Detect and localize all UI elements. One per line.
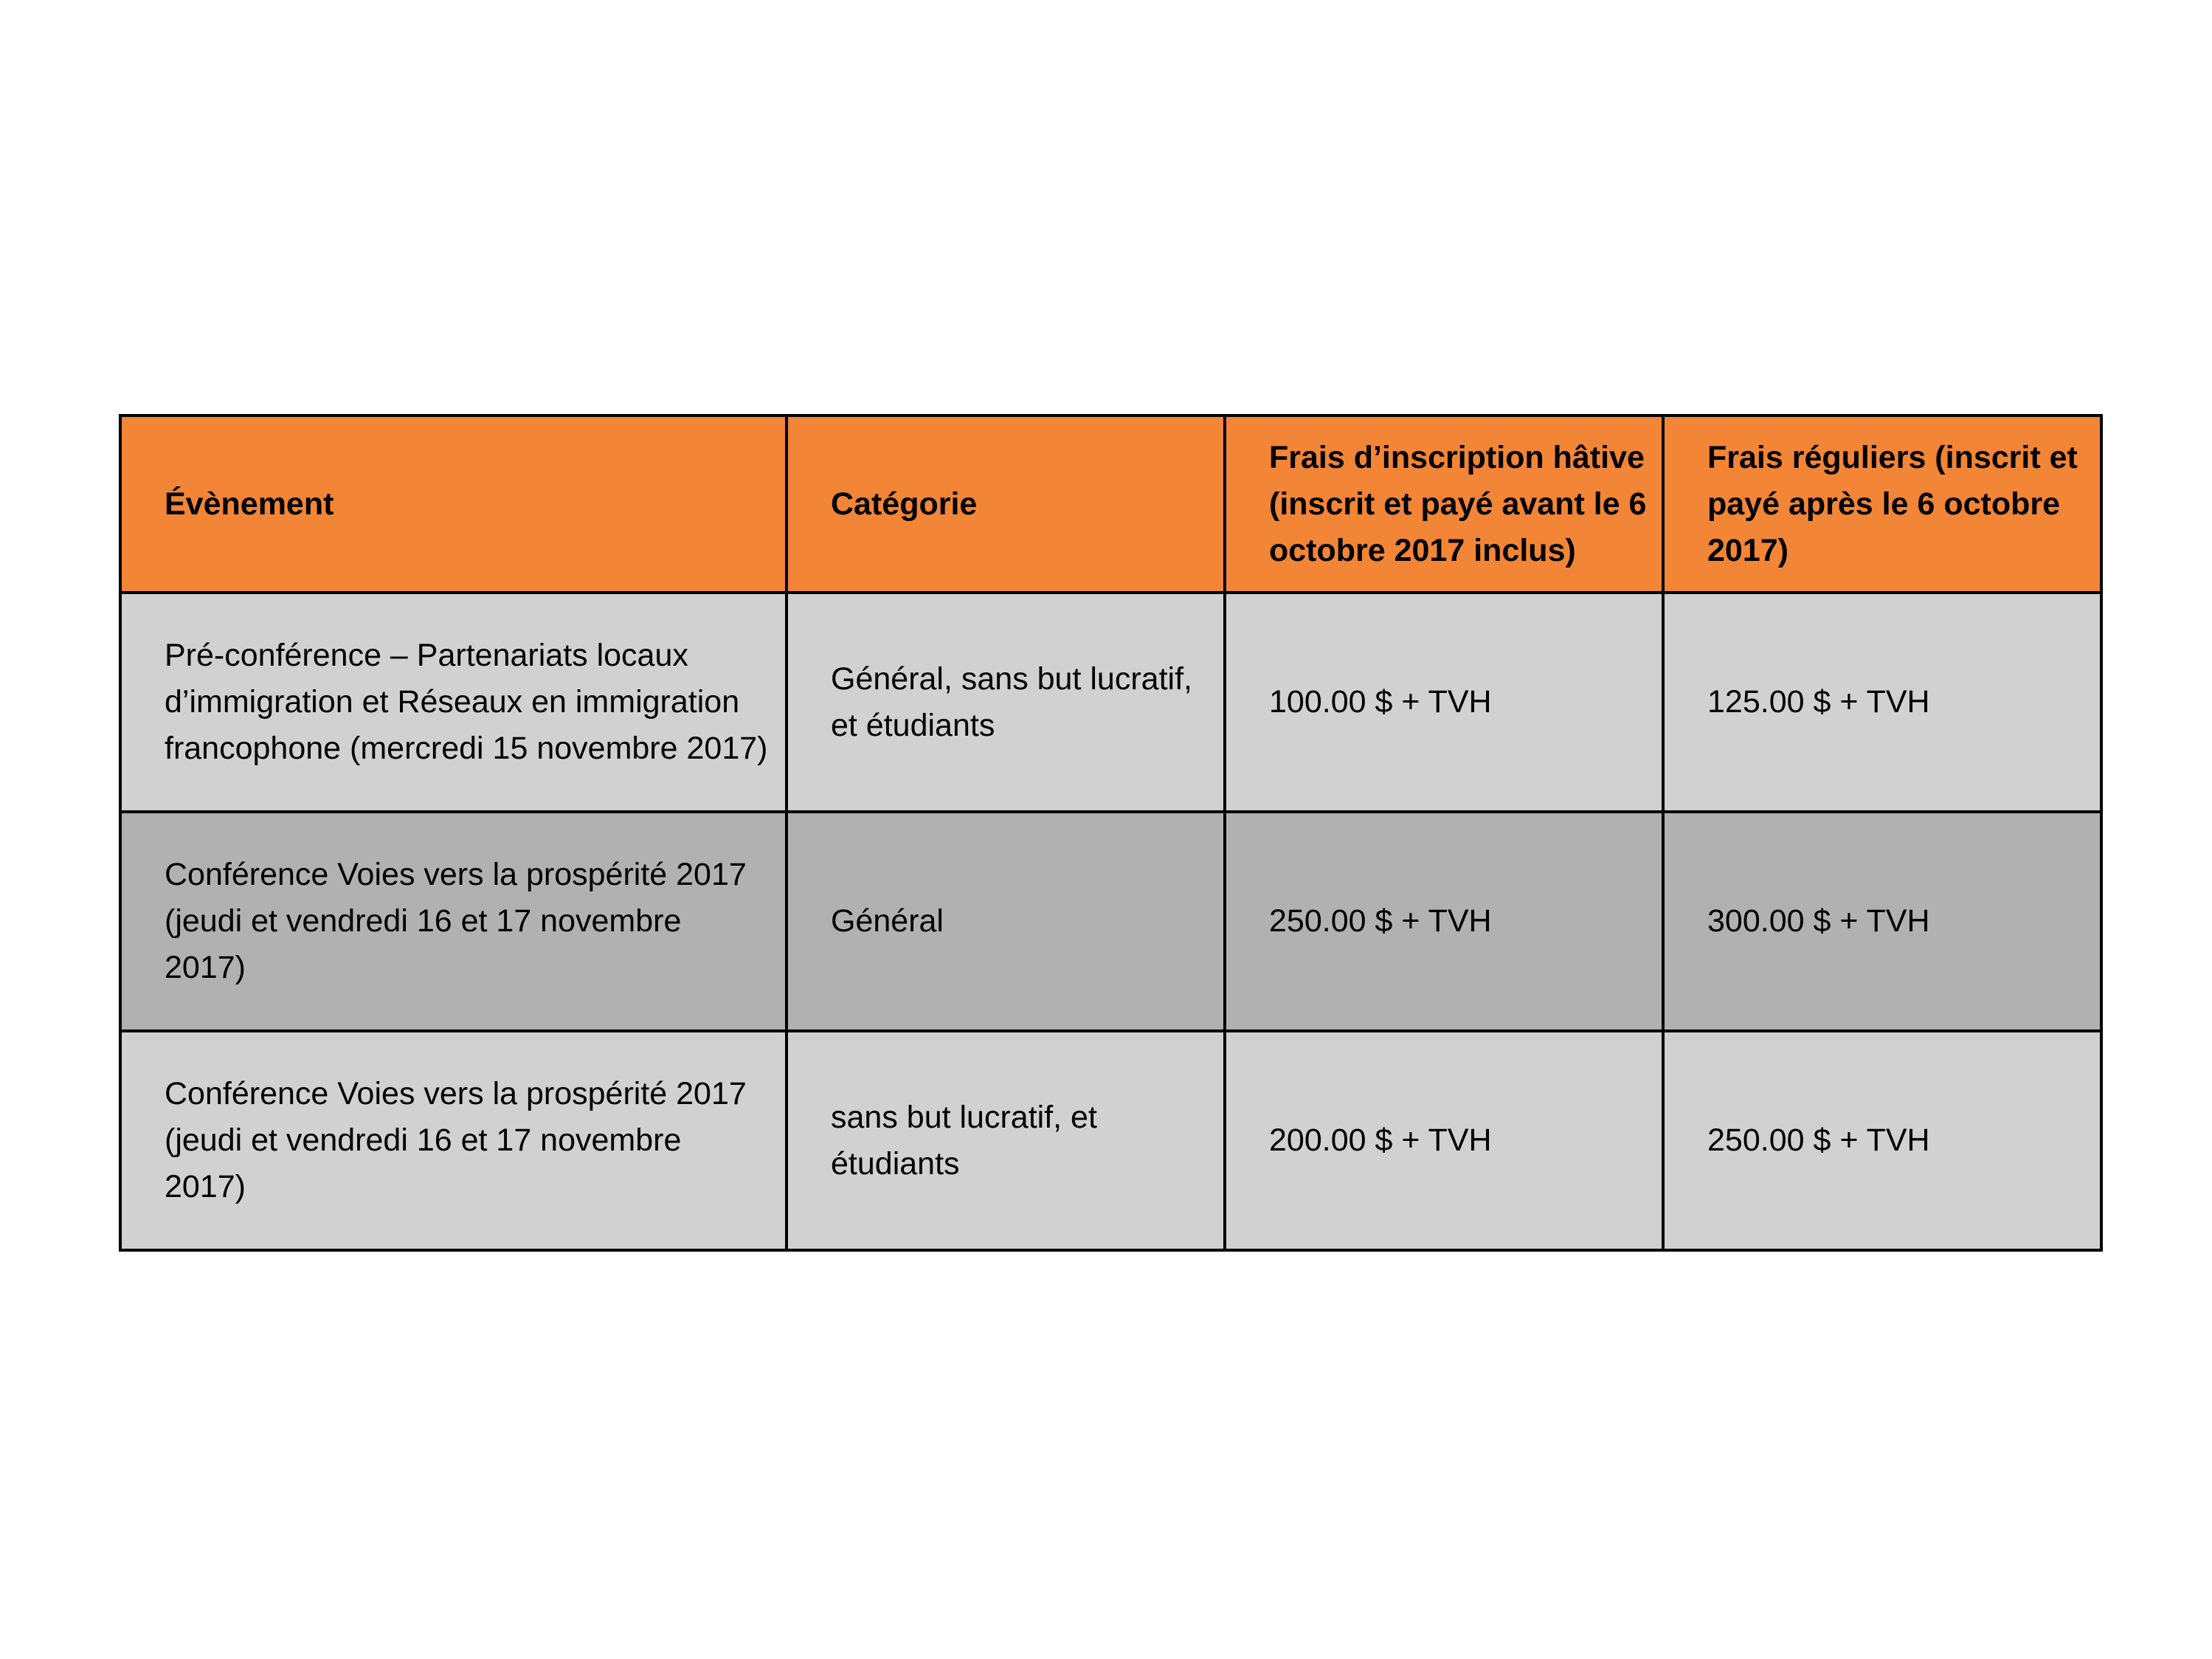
cell-regular-fee: 250.00 $ + TVH	[1663, 1031, 2101, 1250]
cell-early-fee: 200.00 $ + TVH	[1225, 1031, 1663, 1250]
table-row	[120, 812, 2101, 1031]
table-body	[120, 593, 2101, 1250]
cell-category: Général	[787, 812, 1225, 1031]
table-header	[120, 415, 2101, 593]
table-row	[120, 1031, 2101, 1250]
cell-category: sans but lucratif, et étudiants	[787, 1031, 1225, 1250]
cell-regular-fee: 300.00 $ + TVH	[1663, 812, 2101, 1031]
header-row	[120, 415, 2101, 593]
cell-event: Conférence Voies vers la prospérité 2017 (jeudi et vendredi 16 et 17 novembre 2017)	[120, 812, 787, 1031]
cell-early-fee: 250.00 $ + TVH	[1225, 812, 1663, 1031]
cell-event: Pré-conférence – Partenariats locaux d’immigration et Réseaux en immigration francophone (mercredi 15 novembre 2017)	[120, 593, 787, 812]
header-event: Évènement	[120, 415, 787, 593]
cell-early-fee: 100.00 $ + TVH	[1225, 593, 1663, 812]
cell-category: Général, sans but lucratif, et étudiants	[787, 593, 1225, 812]
cell-event: Conférence Voies vers la prospérité 2017 (jeudi et vendredi 16 et 17 novembre 2017)	[120, 1031, 787, 1250]
cell-regular-fee: 125.00 $ + TVH	[1663, 593, 2101, 812]
header-category: Catégorie	[787, 415, 1225, 593]
table-row	[120, 593, 2101, 812]
header-regular-fee: Frais réguliers (inscrit et payé après le 6 octobre 2017)	[1663, 415, 2101, 593]
registration-fees-table	[119, 414, 2103, 1252]
header-early-fee: Frais d’inscription hâtive (inscrit et payé avant le 6 octobre 2017 inclus)	[1225, 415, 1663, 593]
